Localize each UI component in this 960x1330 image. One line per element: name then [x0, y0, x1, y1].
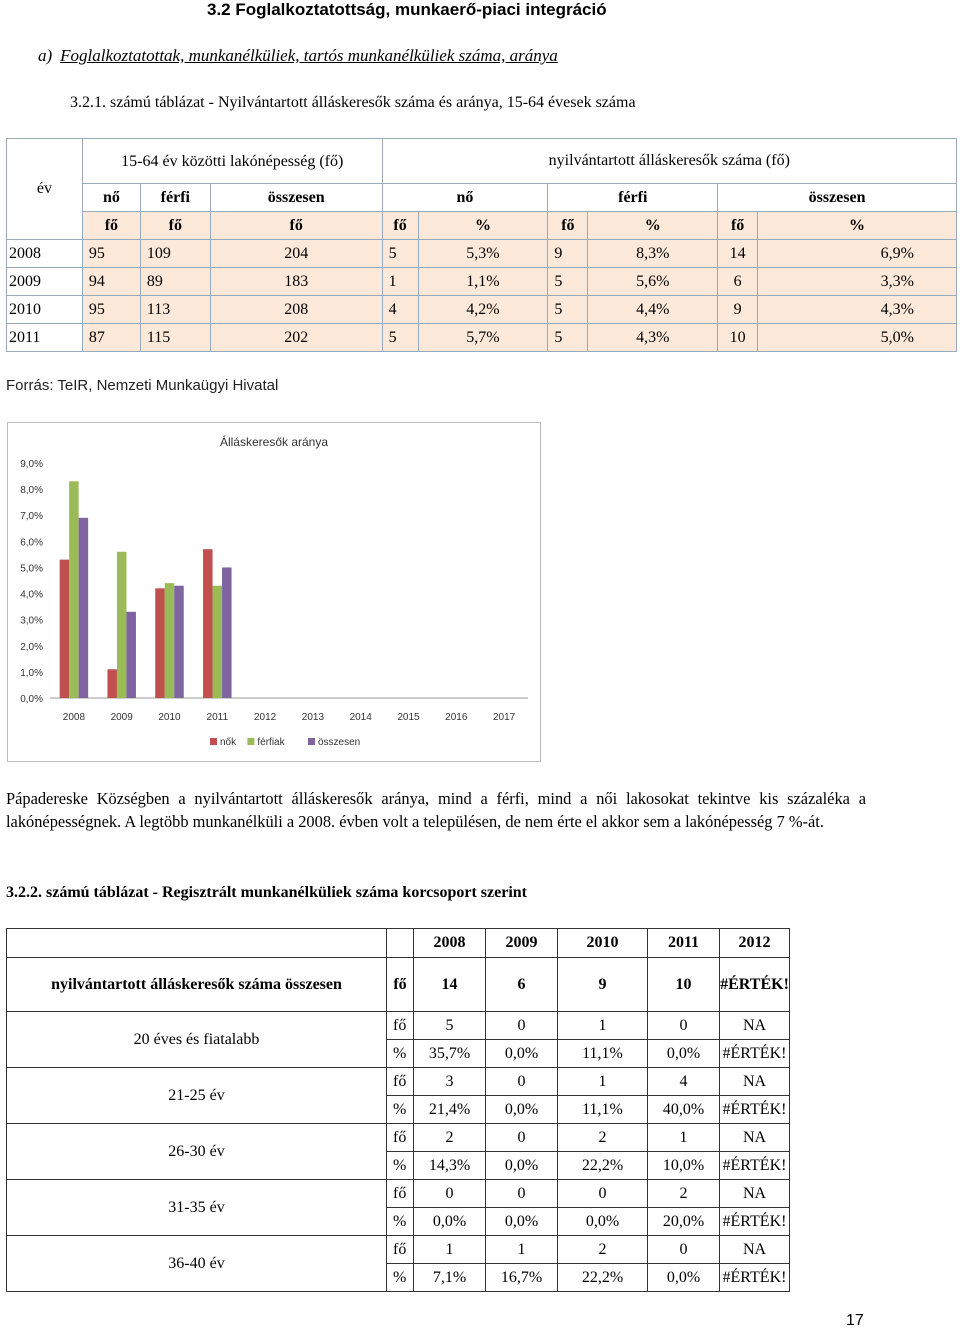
table-cell: 4,4%: [588, 296, 718, 324]
unit-cell: fő: [548, 212, 588, 240]
bar-nők-2008: [60, 560, 70, 698]
table-row: [7, 324, 957, 352]
y-tick-label: 3,0%: [20, 615, 43, 627]
table-cell: 0,0%: [648, 1264, 720, 1292]
bar-férfiak-2011: [213, 586, 223, 698]
y-tick-label: 4,0%: [20, 589, 43, 601]
table-cell: 3,3%: [758, 268, 957, 296]
y-tick-label: 2,0%: [20, 641, 43, 653]
y-tick-label: 0,0%: [20, 694, 43, 705]
table-cell: 95: [82, 296, 140, 324]
total-label: nyilvántartott álláskeresők száma összesen: [7, 958, 387, 1012]
table-cell: 0,0%: [486, 1040, 558, 1068]
table-cell: 4,3%: [758, 296, 957, 324]
table-row: [7, 1180, 790, 1208]
table-cell: NA: [720, 1236, 790, 1264]
year-cell: 2011: [7, 324, 83, 352]
table-cell: 5: [548, 268, 588, 296]
legend-swatch: [308, 738, 315, 745]
table-cell: #ÉRTÉK!: [720, 1208, 790, 1236]
table-cell: 113: [140, 296, 210, 324]
bar-férfiak-2009: [117, 552, 127, 698]
table-cell: 5,7%: [418, 324, 548, 352]
table-cell: 9: [718, 296, 758, 324]
table-row: [7, 1012, 790, 1040]
table-cell: 208: [210, 296, 382, 324]
table-cell: 8,3%: [588, 240, 718, 268]
table-cell: 0: [648, 1236, 720, 1264]
x-tick-label: 2009: [110, 712, 133, 723]
age-group-label: 36-40 év: [7, 1236, 387, 1292]
bar-összesen-2010: [174, 586, 184, 698]
legend-swatch: [210, 738, 217, 745]
year-header-cell: 2011: [648, 929, 720, 958]
unit-cell: %: [387, 1096, 414, 1124]
y-tick-label: 6,0%: [20, 537, 43, 549]
table-cell: 0: [558, 1180, 648, 1208]
subsection-label: a): [38, 46, 53, 65]
table1-source: Forrás: TeIR, Nemzeti Munkaügyi Hivatal: [6, 377, 279, 394]
unit-cell: fő: [140, 212, 210, 240]
unit-cell: fő: [387, 958, 414, 1012]
table-cell: 4: [382, 296, 418, 324]
table-cell: 22,2%: [558, 1152, 648, 1180]
empty-header-cell: [7, 929, 387, 958]
section-heading: 3.2 Foglalkoztatottság, munkaerő-piaci integráció: [207, 0, 607, 19]
table-cell: 14: [414, 958, 486, 1012]
year-header-cell: 2009: [486, 929, 558, 958]
table-cell: 4: [648, 1068, 720, 1096]
table-cell: 87: [82, 324, 140, 352]
subheader-cell: férfi: [548, 184, 718, 212]
table-cell: 0,0%: [648, 1040, 720, 1068]
table-cell: 5: [382, 324, 418, 352]
table-cell: 0: [414, 1180, 486, 1208]
year-header-cell: 2012: [720, 929, 790, 958]
table-cell: 4,3%: [588, 324, 718, 352]
table1-caption: 3.2.1. számú táblázat - Nyilvántartott álláskeresők száma és aránya, 15-64 évesek száma: [70, 94, 636, 111]
table-cell: 1: [648, 1124, 720, 1152]
table-cell: 89: [140, 268, 210, 296]
table-cell: 2: [558, 1124, 648, 1152]
table-cell: 2: [648, 1180, 720, 1208]
unit-cell: fő: [387, 1068, 414, 1096]
table-cell: 11,1%: [558, 1040, 648, 1068]
bar-nők-2010: [155, 588, 165, 698]
table-row: [7, 268, 957, 296]
table-cell: 1: [414, 1236, 486, 1264]
age-group-label: 26-30 év: [7, 1124, 387, 1180]
bar-férfiak-2008: [69, 481, 79, 698]
table-cell: 0,0%: [486, 1152, 558, 1180]
unit-cell: fő: [718, 212, 758, 240]
empty-header-cell: [387, 929, 414, 958]
unit-cell: %: [418, 212, 548, 240]
table-cell: 10: [718, 324, 758, 352]
unit-cell: %: [387, 1208, 414, 1236]
legend-swatch: [247, 738, 254, 745]
jobseeker-ratio-chart: [7, 422, 541, 762]
table-cell: 3: [414, 1068, 486, 1096]
table-cell: 202: [210, 324, 382, 352]
page-number: 17: [846, 1312, 864, 1329]
subheader-cell: összesen: [718, 184, 957, 212]
table-cell: 6: [486, 958, 558, 1012]
agegroup-table: [6, 928, 790, 1292]
subheader-cell: összesen: [210, 184, 382, 212]
table-row: [7, 240, 957, 268]
table-cell: 183: [210, 268, 382, 296]
age-group-label: 31-35 év: [7, 1180, 387, 1236]
table-cell: 204: [210, 240, 382, 268]
age-group-label: 21-25 év: [7, 1068, 387, 1124]
table-cell: 0,0%: [414, 1208, 486, 1236]
table-cell: 0: [486, 1068, 558, 1096]
x-tick-label: 2012: [253, 712, 277, 723]
table-cell: 14: [718, 240, 758, 268]
bar-nők-2009: [107, 669, 117, 698]
population-header: 15-64 év közötti lakónépesség (fő): [82, 139, 382, 184]
x-tick-label: 2010: [158, 712, 181, 723]
legend-label: nők: [220, 737, 237, 748]
chart-canvas: [8, 423, 540, 761]
body-paragraph: Pápadereske Községben a nyilvántartott álláskeresők aránya, mind a férfi, mind a női lakosokat tekintve kis százaléka a lakónépességnek. A legtöbb munkanélküli a 2008. évben volt a településen, de nem érte el akkor sem a lakónépesség 7 %-át.: [6, 789, 866, 831]
unit-cell: %: [387, 1264, 414, 1292]
table-cell: 5: [548, 324, 588, 352]
table-cell: 16,7%: [486, 1264, 558, 1292]
table-cell: 0: [486, 1124, 558, 1152]
table-row: [7, 296, 957, 324]
table-row: [7, 1236, 790, 1264]
table-cell: 0,0%: [486, 1096, 558, 1124]
table-cell: 21,4%: [414, 1096, 486, 1124]
table-cell: 40,0%: [648, 1096, 720, 1124]
unit-cell: %: [387, 1152, 414, 1180]
table-cell: 20,0%: [648, 1208, 720, 1236]
x-tick-label: 2013: [301, 712, 325, 723]
table-cell: 11,1%: [558, 1096, 648, 1124]
table-cell: 35,7%: [414, 1040, 486, 1068]
table-cell: 7,1%: [414, 1264, 486, 1292]
unit-cell: fő: [210, 212, 382, 240]
table-cell: NA: [720, 1012, 790, 1040]
unit-cell: %: [758, 212, 957, 240]
table-cell: #ÉRTÉK!: [720, 1264, 790, 1292]
table2-caption: 3.2.2. számú táblázat - Regisztrált munkanélküliek száma korcsoport szerint: [6, 884, 527, 901]
table-cell: 10: [648, 958, 720, 1012]
table-cell: 6: [718, 268, 758, 296]
bar-összesen-2011: [222, 567, 232, 698]
x-tick-label: 2011: [206, 712, 229, 723]
unit-cell: fő: [82, 212, 140, 240]
table-cell: 5: [382, 240, 418, 268]
year-header: év: [7, 139, 83, 240]
x-tick-label: 2017: [492, 712, 516, 723]
table-cell: NA: [720, 1068, 790, 1096]
chart-title: Álláskeresők aránya: [219, 435, 329, 449]
table-cell: 2: [414, 1124, 486, 1152]
table-cell: 95: [82, 240, 140, 268]
subsection-title: Foglalkoztatottak, munkanélküliek, tartós munkanélküliek száma, aránya: [60, 46, 558, 65]
table-cell: 10,0%: [648, 1152, 720, 1180]
subheader-cell: férfi: [140, 184, 210, 212]
table-cell: 6,9%: [758, 240, 957, 268]
y-tick-label: 1,0%: [20, 667, 43, 679]
x-tick-label: 2014: [349, 712, 372, 723]
y-tick-label: 7,0%: [20, 511, 43, 523]
x-tick-label: 2008: [62, 712, 86, 723]
table-cell: 5: [414, 1012, 486, 1040]
table-cell: 4,2%: [418, 296, 548, 324]
unit-cell: fő: [387, 1124, 414, 1152]
year-header-cell: 2010: [558, 929, 648, 958]
year-cell: 2010: [7, 296, 83, 324]
table-cell: 0: [486, 1180, 558, 1208]
unit-cell: fő: [387, 1180, 414, 1208]
table-cell: 1: [558, 1012, 648, 1040]
age-group-label: 20 éves és fiatalabb: [7, 1012, 387, 1068]
table-cell: 5,6%: [588, 268, 718, 296]
table-cell: 14,3%: [414, 1152, 486, 1180]
table-cell: 0: [486, 1012, 558, 1040]
legend-label: összesen: [318, 737, 361, 748]
subheader-cell: nő: [382, 184, 548, 212]
table-cell: 5: [548, 296, 588, 324]
y-tick-label: 8,0%: [20, 485, 43, 497]
bar-nők-2011: [203, 549, 213, 698]
table-cell: NA: [720, 1180, 790, 1208]
jobseekers-table: [6, 138, 957, 352]
unit-cell: fő: [387, 1012, 414, 1040]
year-cell: 2008: [7, 240, 83, 268]
x-tick-label: 2015: [397, 712, 420, 723]
table-cell: 0: [648, 1012, 720, 1040]
table-cell: 9: [548, 240, 588, 268]
table-cell: NA: [720, 1124, 790, 1152]
bar-összesen-2009: [126, 612, 136, 698]
table-cell: 1,1%: [418, 268, 548, 296]
legend-label: férfiak: [257, 737, 285, 748]
bar-férfiak-2010: [165, 583, 175, 698]
table-row: [7, 1068, 790, 1096]
subheader-cell: nő: [82, 184, 140, 212]
table-cell: 115: [140, 324, 210, 352]
table-cell: 1: [558, 1068, 648, 1096]
y-tick-label: 9,0%: [20, 459, 43, 470]
table-cell: #ÉRTÉK!: [720, 1096, 790, 1124]
table-cell: 1: [382, 268, 418, 296]
table-cell: 5,3%: [418, 240, 548, 268]
table-cell: #ÉRTÉK!: [720, 958, 790, 1012]
table-cell: #ÉRTÉK!: [720, 1040, 790, 1068]
table-cell: 94: [82, 268, 140, 296]
unit-cell: fő: [387, 1236, 414, 1264]
year-header-cell: 2008: [414, 929, 486, 958]
y-tick-label: 5,0%: [20, 563, 43, 575]
unit-cell: fő: [382, 212, 418, 240]
year-cell: 2009: [7, 268, 83, 296]
table-cell: 22,2%: [558, 1264, 648, 1292]
unit-cell: %: [588, 212, 718, 240]
table-cell: 0,0%: [486, 1208, 558, 1236]
subsection-heading: [38, 46, 558, 66]
table-cell: 9: [558, 958, 648, 1012]
table-row: [7, 1124, 790, 1152]
x-tick-label: 2016: [445, 712, 468, 723]
table-cell: 1: [486, 1236, 558, 1264]
table-row: [7, 958, 790, 1012]
unit-cell: %: [387, 1040, 414, 1068]
table-cell: 2: [558, 1236, 648, 1264]
table-cell: 109: [140, 240, 210, 268]
table-cell: 0,0%: [558, 1208, 648, 1236]
table-cell: 5,0%: [758, 324, 957, 352]
table-cell: #ÉRTÉK!: [720, 1152, 790, 1180]
registered-header: nyilvántartott álláskeresők száma (fő): [382, 139, 956, 184]
bar-összesen-2008: [79, 518, 89, 698]
